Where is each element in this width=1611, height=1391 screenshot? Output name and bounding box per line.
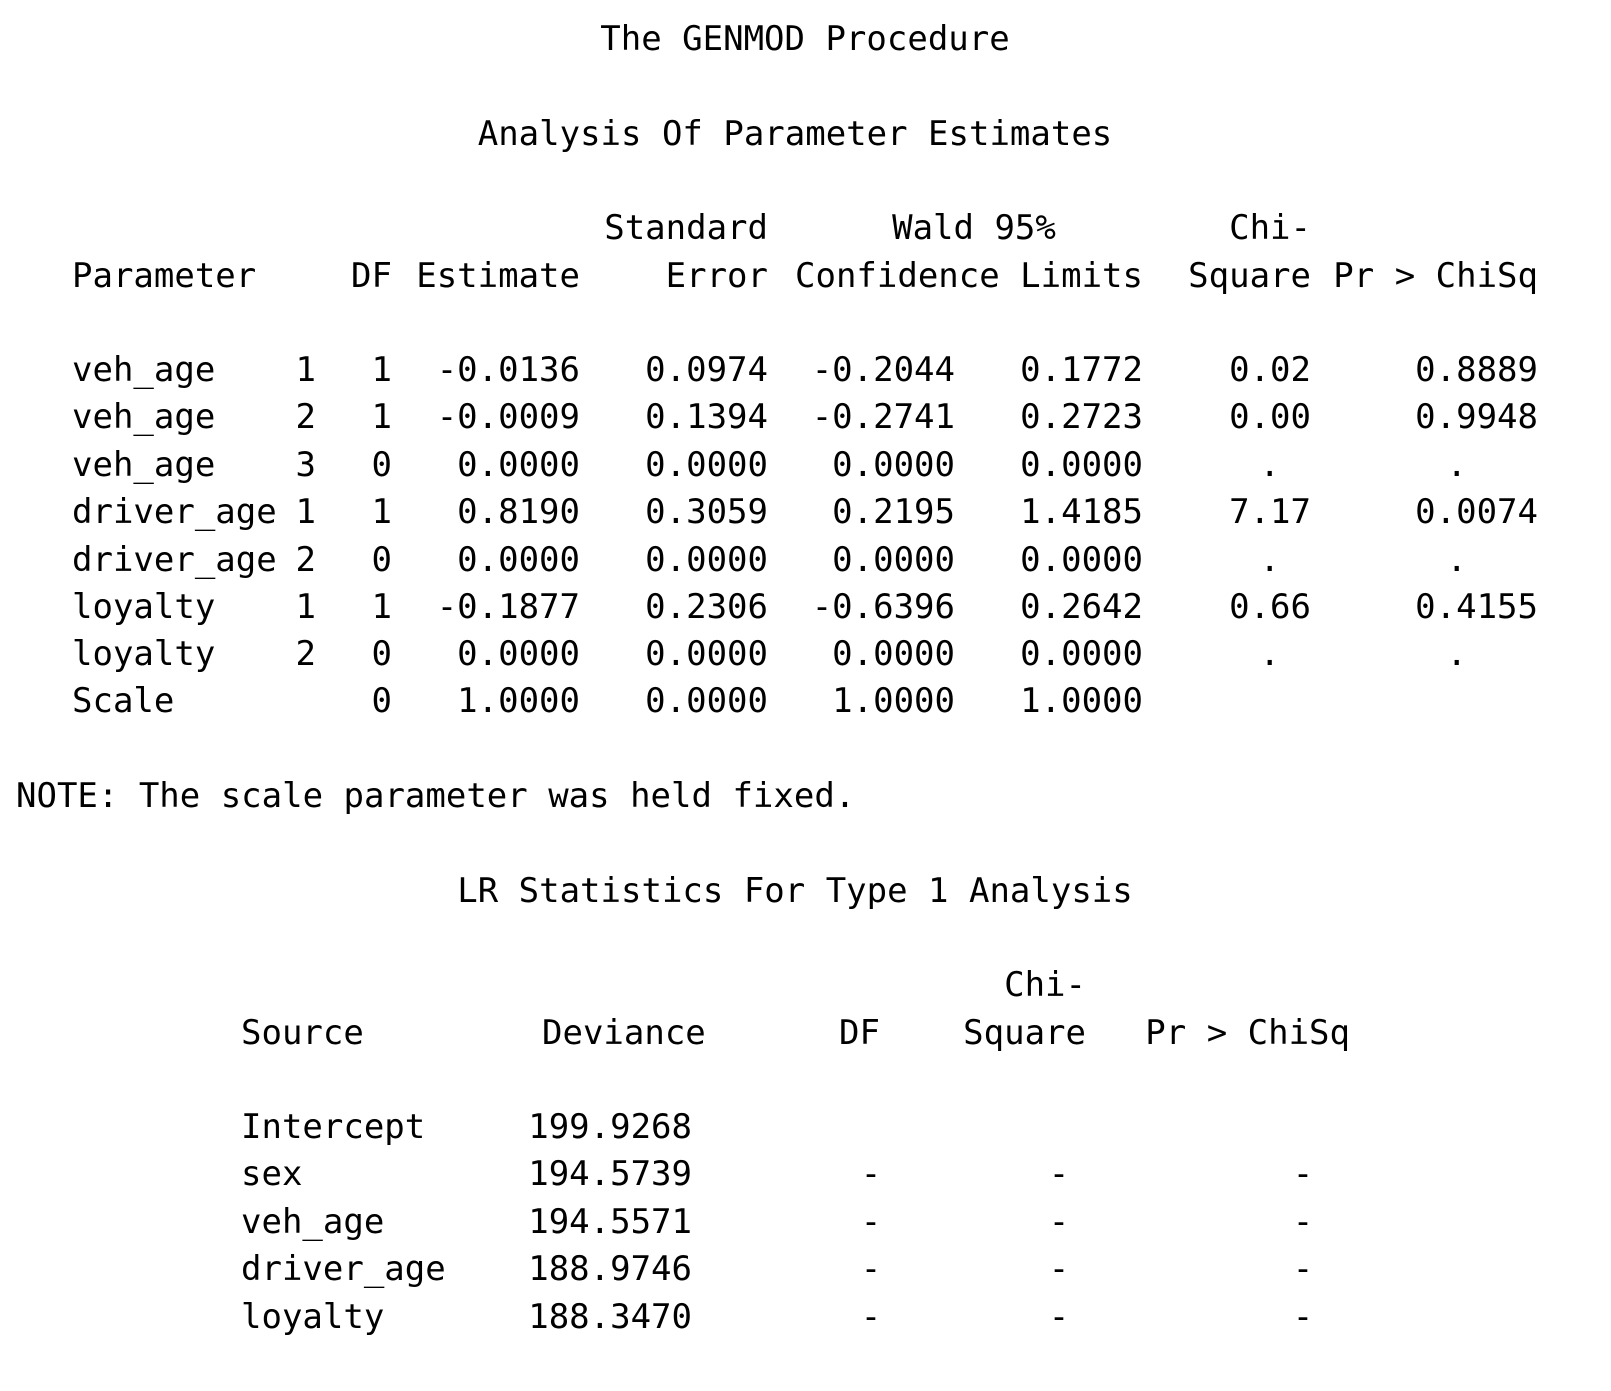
header-estimate: Estimate (416, 256, 580, 296)
cell-parameter: veh_age (72, 350, 216, 390)
header-prob: Pr > ChiSq (1333, 256, 1538, 296)
cell-stderr: 0.0000 (645, 540, 768, 580)
cell-df: 0 (371, 634, 392, 674)
cell-parameter: driver_age (72, 492, 277, 532)
cell-prob: . (1446, 634, 1467, 674)
lr-cell-chisq: - (1048, 1297, 1070, 1337)
lr-cell-deviance: 188.3470 (528, 1297, 692, 1337)
cell-chisq: . (1259, 445, 1280, 485)
cell-estimate: -0.0136 (436, 350, 580, 390)
lr-cell-prob: - (1292, 1202, 1314, 1242)
header-chisq-top: Chi- (1229, 208, 1311, 248)
cell-lower: 0.2195 (832, 492, 955, 532)
header-parameter: Parameter (72, 256, 257, 296)
cell-prob: 0.8889 (1415, 350, 1538, 390)
cell-level: 3 (295, 445, 316, 485)
lr-header-deviance: Deviance (542, 1013, 706, 1053)
cell-estimate: -0.1877 (436, 587, 580, 627)
cell-stderr: 0.0000 (645, 634, 768, 674)
cell-parameter: veh_age (72, 445, 216, 485)
cell-lower: -0.2044 (811, 350, 955, 390)
lr-cell-chisq: - (1048, 1202, 1070, 1242)
cell-upper: 0.0000 (1020, 445, 1143, 485)
cell-lower: 0.0000 (832, 634, 955, 674)
cell-df: 1 (371, 397, 392, 437)
header-stderr-top: Standard (604, 208, 768, 248)
lr-cell-df: - (860, 1154, 882, 1194)
cell-level: 2 (295, 540, 316, 580)
note-text: NOTE: The scale parameter was held fixed. (16, 776, 856, 816)
cell-upper: 0.1772 (1020, 350, 1143, 390)
cell-parameter: veh_age (72, 397, 216, 437)
lr-cell-deviance: 188.9746 (528, 1249, 692, 1289)
cell-upper: 0.2642 (1020, 587, 1143, 627)
cell-parameter: driver_age (72, 540, 277, 580)
header-chisq-bottom: Square (1188, 256, 1311, 296)
lr-cell-source: veh_age (241, 1202, 385, 1242)
lr-cell-deviance: 199.9268 (528, 1107, 692, 1147)
cell-df: 0 (371, 540, 392, 580)
estimates-title: Analysis Of Parameter Estimates (477, 114, 1113, 154)
cell-level: 1 (295, 492, 316, 532)
cell-estimate: 0.0000 (457, 540, 580, 580)
lr-header-chisq-top: Chi- (1004, 965, 1086, 1005)
lr-header-source: Source (241, 1013, 364, 1053)
cell-df: 0 (371, 445, 392, 485)
lr-title: LR Statistics For Type 1 Analysis (457, 871, 1133, 911)
lr-cell-df: - (860, 1202, 882, 1242)
lr-cell-source: driver_age (241, 1249, 446, 1289)
cell-chisq: . (1259, 634, 1280, 674)
cell-level: 2 (295, 634, 316, 674)
cell-prob: 0.0074 (1415, 492, 1538, 532)
header-df: DF (351, 256, 392, 296)
cell-chisq: 0.66 (1229, 587, 1311, 627)
lr-cell-source: Intercept (241, 1107, 426, 1147)
cell-chisq: 0.00 (1229, 397, 1311, 437)
cell-level: 1 (295, 350, 316, 390)
lr-cell-prob: - (1292, 1249, 1314, 1289)
cell-upper: 1.4185 (1020, 492, 1143, 532)
cell-prob: . (1446, 445, 1467, 485)
lr-cell-deviance: 194.5571 (528, 1202, 692, 1242)
cell-upper: 0.0000 (1020, 634, 1143, 674)
header-wald-bottom: Confidence Limits (795, 256, 1143, 296)
lr-cell-source: loyalty (241, 1297, 385, 1337)
cell-stderr: 0.1394 (645, 397, 768, 437)
cell-prob: . (1446, 540, 1467, 580)
cell-stderr: 0.0000 (645, 445, 768, 485)
header-wald-top: Wald 95% (892, 208, 1056, 248)
cell-estimate: 0.0000 (457, 445, 580, 485)
cell-lower: -0.2741 (811, 397, 955, 437)
cell-df: 1 (371, 587, 392, 627)
cell-estimate: 1.0000 (457, 681, 580, 721)
lr-cell-chisq: - (1048, 1154, 1070, 1194)
cell-chisq: 7.17 (1229, 492, 1311, 532)
cell-level: 1 (295, 587, 316, 627)
cell-estimate: -0.0009 (436, 397, 580, 437)
cell-lower: 0.0000 (832, 445, 955, 485)
lr-cell-df: - (860, 1249, 882, 1289)
lr-cell-chisq: - (1048, 1249, 1070, 1289)
lr-cell-df: - (860, 1297, 882, 1337)
cell-estimate: 0.0000 (457, 634, 580, 674)
cell-chisq: 0.02 (1229, 350, 1311, 390)
cell-upper: 0.0000 (1020, 540, 1143, 580)
cell-lower: 1.0000 (832, 681, 955, 721)
cell-df: 1 (371, 492, 392, 532)
procedure-title: The GENMOD Procedure (600, 19, 1010, 59)
cell-upper: 0.2723 (1020, 397, 1143, 437)
cell-lower: 0.0000 (832, 540, 955, 580)
cell-parameter: loyalty (72, 587, 216, 627)
cell-level: 2 (295, 397, 316, 437)
cell-stderr: 0.3059 (645, 492, 768, 532)
cell-prob: 0.4155 (1415, 587, 1538, 627)
lr-cell-prob: - (1292, 1154, 1314, 1194)
lr-cell-source: sex (241, 1154, 303, 1194)
lr-cell-prob: - (1292, 1297, 1314, 1337)
lr-header-chisq-bottom: Square (963, 1013, 1086, 1053)
cell-stderr: 0.0000 (645, 681, 768, 721)
cell-prob: 0.9948 (1415, 397, 1538, 437)
cell-stderr: 0.0974 (645, 350, 768, 390)
cell-upper: 1.0000 (1020, 681, 1143, 721)
cell-df: 1 (371, 350, 392, 390)
cell-parameter: Scale (72, 681, 175, 721)
cell-parameter: loyalty (72, 634, 216, 674)
cell-lower: -0.6396 (811, 587, 955, 627)
cell-df: 0 (371, 681, 392, 721)
cell-stderr: 0.2306 (645, 587, 768, 627)
lr-header-prob: Pr > ChiSq (1145, 1013, 1350, 1053)
cell-estimate: 0.8190 (457, 492, 580, 532)
lr-header-df: DF (839, 1013, 880, 1053)
header-stderr-bottom: Error (665, 256, 768, 296)
cell-chisq: . (1259, 540, 1280, 580)
lr-cell-deviance: 194.5739 (528, 1154, 692, 1194)
